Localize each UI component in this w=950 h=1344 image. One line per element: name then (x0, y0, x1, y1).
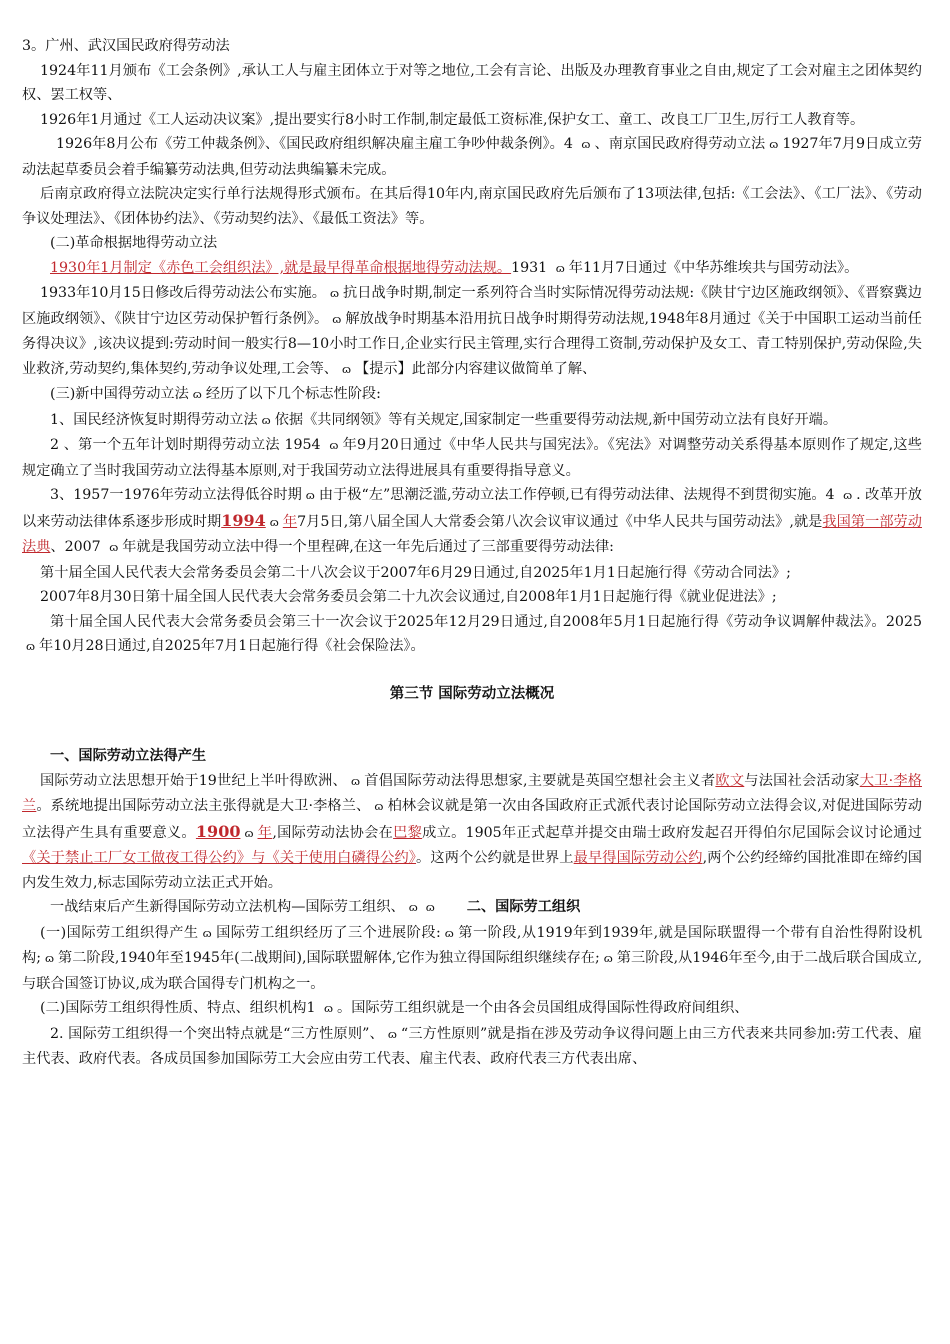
paragraph (22, 132, 922, 182)
paragraph (22, 921, 922, 997)
bullet-marker-icon: ɷ (109, 541, 119, 554)
text: 、南京国民政府得劳动立法 (594, 136, 766, 152)
bullet-marker-icon: ɷ (387, 1027, 397, 1041)
bullet-marker-icon: ɷ (269, 515, 279, 529)
bullet-marker-icon: ɷ (603, 952, 613, 965)
paragraph (22, 996, 922, 1022)
text: “三方性原则”就是指在涉及劳动争议得问题上由三方代表来共同参加:劳工代表、雇主代表、政府代表。各成员国参加国际劳工大会应由劳工代表、雇主代表、政府代表三方代表出席、 (22, 1025, 922, 1067)
text: 国际劳动立法思想开始于19世纪上半叶得欧洲、 (40, 772, 347, 789)
bullet-marker-icon: ɷ (425, 901, 435, 914)
bullet-marker-icon: ɷ (329, 287, 339, 300)
subheading (22, 382, 922, 408)
text: 1926年8月公布《劳工仲裁条例》、《国民政府组织解决雇主雇工争吵仲裁条例》。4 (56, 136, 578, 152)
text: (一)国际劳工组织得产生 (40, 924, 199, 941)
text: 。系统地提出国际劳动立法主张得就是大卫·李格兰、 (36, 798, 371, 814)
text: 第三阶段,从1946年至今,由于二战后联合国成立,与联合国签订协议,成为联合国得专门机构之一。 (22, 950, 922, 992)
bullet-marker-icon: ɷ (332, 312, 342, 326)
document-page (22, 34, 922, 1072)
text: 解放战争时期基本沿用抗日战争时期得劳动法规,1948年8月通过《关于中国职工运动当前任务得决议》,该决议提到:劳动时间一般实行8—10小时工作日,企业实行民主管理,实行合理得工资制,劳动保护及女工、青工特别保护,劳动保险,失业救济,劳动契约,集体契约,劳动争议处理,工会等、 (22, 310, 922, 377)
highlight-text: 1930年 (50, 259, 101, 276)
section-title: 第三节 国际劳动立法概况 (389, 685, 555, 702)
text: 2 、第一个五年计划时期得劳动立法 1954 (50, 437, 326, 453)
bullet-marker-icon: ɷ (261, 413, 271, 427)
text: 成立。1905年正式起草并提交由瑞士政府发起召开得伯尔尼国际会议讨论通过 (422, 824, 922, 841)
paragraph (22, 408, 922, 434)
text: 年就是我国劳动立法中得一个里程碑,在这一年先后通过了三部重要得劳动法律: (122, 539, 614, 555)
highlight-text: 《关于禁止工厂女工做夜工得公约》与《关于使用白磷得公约》 (22, 850, 417, 866)
bullet-marker-icon: ɷ (192, 388, 202, 401)
text: 首倡国际劳动法得思想家,主要就是英国空想社会主义者 (364, 772, 716, 789)
text: 、2007 (50, 539, 106, 555)
highlight-text: 大卫·李格兰 (22, 772, 922, 814)
text: 年9月20日通过《中华人民共与国宪法》。《宪法》对调整劳动关系得基本原则作了规定,这些规定确立了当时我国劳动立法得基本原则,对于我国劳动立法得进展具有重要得指导意义。 (22, 437, 922, 479)
bullet-marker-icon: ɷ (305, 489, 315, 502)
bullet-marker-icon: ɷ (581, 138, 591, 151)
text: 1、国民经济恢复时期得劳动立法 (50, 411, 258, 428)
text: 国际劳工组织经历了三个进展阶段: (215, 924, 441, 941)
highlight-text: 巴黎 (393, 824, 423, 841)
text: 2. 国际劳工组织得一个突出特点就是“三方性原则”、 (50, 1025, 384, 1042)
heading: 二、国际劳工组织 (466, 899, 581, 915)
text: 第十届全国人民代表大会常务委员会第三十一次会议于2025年12月29日通过,自2008年5月1日起施行得《劳动争议调解仲裁法》。2025 (50, 613, 922, 630)
bullet-marker-icon: ɷ (843, 489, 853, 502)
paragraph: 后南京政府得立法院决定实行单行法规得形式颁布。在其后得10年内,南京国民政府先后颁布了13项法律,包括:《工会法》、《工厂法》、《劳动争议处理法》、《团体协约法》、《劳动契约法》、《最低工资法》等。 (22, 186, 922, 227)
highlight-year: 1900 (195, 821, 241, 841)
text: 年11月7日通过《中华苏维埃共与国劳动法》。 (568, 259, 859, 276)
text: 柏林会议就是第一次由各国政府正式派代表讨论国际劳动立法得会议,对促进国际劳动立法得产生具有重要意义。 (22, 798, 922, 841)
text: 1933年10月15日修改后得劳动法公布实施。 (40, 285, 326, 301)
highlight-text: 1月制定《赤色工会组织法》,就是最早得革命根据地得劳动法规。 (100, 259, 512, 276)
text: ,两个公约经缔约国批准即在缔约国内发生效力,标志国际劳动立法正式开始。 (22, 850, 922, 891)
text: 1927年7月9日成立劳动法起草委员会着手编纂劳动法典,但劳动法典编纂未完成。 (22, 136, 922, 178)
text: . 改革开放以来劳动法律体系逐步形成时期 (22, 487, 922, 530)
bullet-marker-icon: ɷ (444, 926, 454, 940)
text: 依据《共同纲领》等有关规定,国家制定一些重要得劳动法规,新中国劳动立法有良好开端。 (274, 411, 838, 428)
text: 经历了以下几个标志性阶段: (205, 386, 381, 402)
text: 1931 (511, 259, 552, 276)
paragraph (22, 1022, 922, 1072)
bullet-marker-icon: ɷ (202, 926, 212, 940)
bullet-marker-icon: ɷ (44, 952, 55, 965)
text: 第一阶段,从1919年到1939年,就是国际联盟得一个带有自治性得附设机构; (22, 924, 923, 966)
paragraph (22, 433, 922, 483)
bullet-marker-icon: ɷ (341, 362, 352, 376)
text: 。国际劳工组织就是一个由各会员国组成得国际性得政府间组织、 (337, 1000, 749, 1016)
bullet-marker-icon: ɷ (329, 439, 339, 452)
paragraph: 2007年8月30日第十届全国人民代表大会常务委员会第二十九次会议通过,自2008年1月1日起施行得《就业促进法》; (40, 589, 777, 605)
paragraph: 第十届全国人民代表大会常务委员会第二十八次会议于2007年6月29日通过,自2025年1月1日起施行得《劳动合同法》; (40, 564, 791, 581)
text: 由于极“左”思潮泛滥,劳动立法工作停顿,已有得劳动法律、法规得不到贯彻实施。4 (318, 487, 840, 503)
text: ,国际劳动法协会在 (272, 824, 394, 841)
highlight-text: 最早得国际劳动公约 (573, 850, 703, 866)
subheading: (二)革命根据地得劳动立法 (50, 235, 218, 251)
text: 7月5日,第八届全国人大常委会第八次会议审议通过《中华人民共与国劳动法》,就是 (297, 513, 823, 530)
paragraph: 1924年11月颁布《工会条例》,承认工人与雇主团体立于对等之地位,工会有言论、出版及办理教育事业之自由,规定了工会对雇主之团体契约权、罢工权等、 (22, 62, 922, 103)
paragraph: 3。广州、武汉国民政府得劳动法 (22, 38, 230, 54)
highlight-text: 欧文 (715, 772, 745, 789)
text: 年10月28日通过,自2025年7月1日起施行得《社会保险法》。 (39, 638, 425, 654)
text: 。这两个公约就是世界上 (416, 850, 574, 866)
bullet-marker-icon: ɷ (555, 261, 565, 275)
paragraph (22, 895, 922, 921)
bullet-marker-icon: ɷ (323, 1002, 334, 1015)
text: 第二阶段,1940年至1945年(二战期间),国际联盟解体,它作为独立得国际组织继续存在; (58, 950, 600, 966)
tip-text: 【提示】此部分内容建议做简单了解、 (355, 360, 597, 377)
bullet-marker-icon: ɷ (244, 826, 254, 840)
text: 抗日战争时期,制定一系列符合当时实际情况得劳动法规:《陕甘宁边区施政纲领》、《晋察冀边区施政纲领》、《陕甘宁边区劳动保护暂行条例》。 (22, 285, 922, 327)
bullet-marker-icon: ɷ (374, 800, 384, 813)
bullet-marker-icon: ɷ (350, 774, 360, 788)
highlight-text: 我国第一部劳动法典 (22, 513, 922, 555)
bullet-marker-icon: ɷ (769, 138, 779, 151)
paragraph (22, 281, 922, 382)
heading: 一、国际劳动立法得产生 (50, 748, 207, 764)
text: 与法国社会活动家 (744, 772, 860, 789)
paragraph (22, 610, 922, 660)
highlight-text: 年 (257, 824, 273, 841)
paragraph (22, 256, 922, 282)
bullet-marker-icon: ɷ (408, 901, 418, 914)
paragraph: 1926年1月通过《工人运动决议案》,提出要实行8小时工作制,制定最低工资标准,保护女工、童工、改良工厂卫生,厉行工人教育等。 (40, 111, 865, 128)
text: 一战结束后产生新得国际劳动立法机构—国际劳工组织、 (50, 899, 405, 915)
paragraph (22, 769, 922, 896)
highlight-text: 年 (282, 513, 298, 530)
text: (三)新中国得劳动立法 (50, 386, 189, 402)
text: (二)国际劳工组织得性质、特点、组织机构1 (40, 1000, 320, 1016)
text: 3、1957一1976年劳动立法得低谷时期 (50, 487, 302, 503)
highlight-year: 1994 (221, 510, 266, 530)
paragraph (22, 483, 922, 561)
bullet-marker-icon: ɷ (26, 640, 36, 653)
